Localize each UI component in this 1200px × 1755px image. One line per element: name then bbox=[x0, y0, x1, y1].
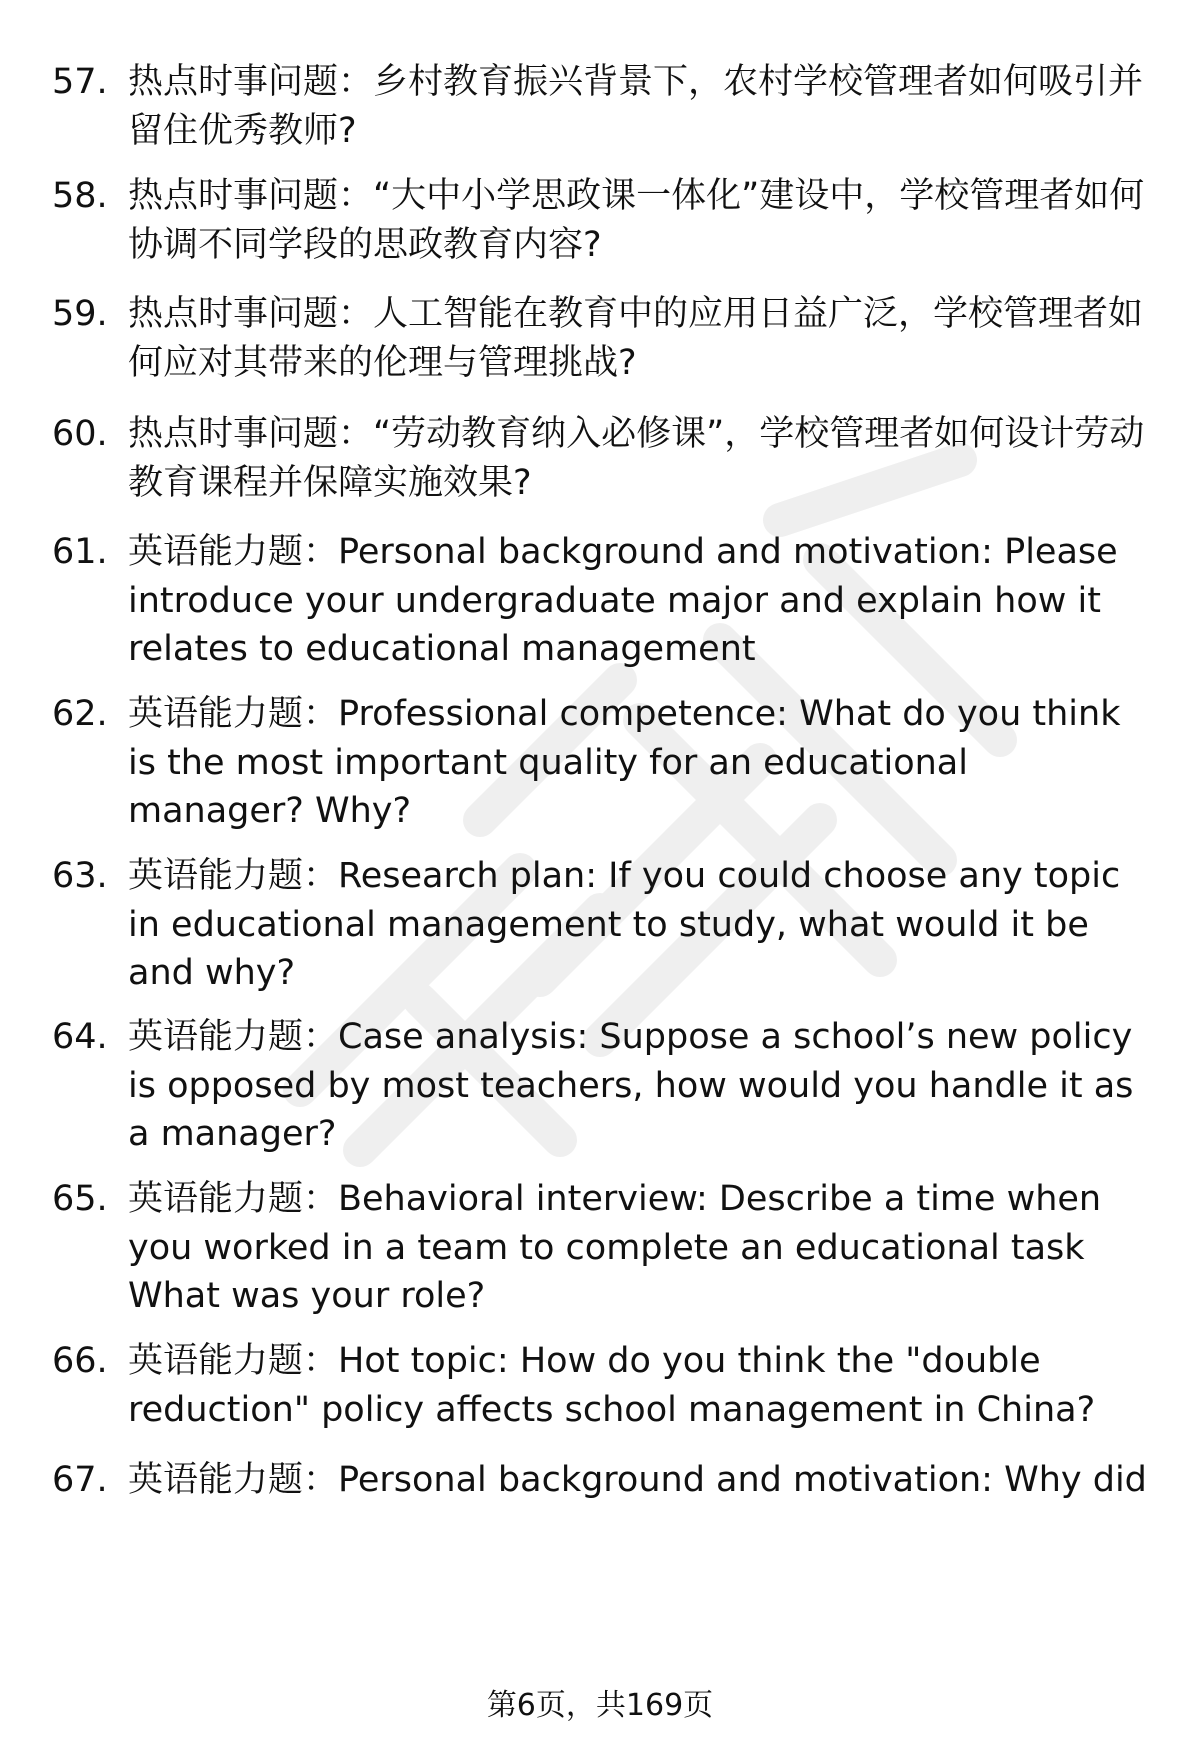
page-footer: 第6页，共169页 bbox=[486, 1688, 714, 1723]
question-text: 热点时事问题：“大中小学思政课一体化”建设中，学校管理者如何协调不同学段的思政教育内容? bbox=[128, 176, 1145, 265]
question-number: 64. bbox=[52, 1017, 108, 1057]
question-text: 英语能力题：Hot topic: How do you think the "double reduction" policy affects school management in China? bbox=[128, 1341, 1096, 1430]
question-text: 热点时事问题：人工智能在教育中的应用日益广泛，学校管理者如何应对其带来的伦理与管理挑战? bbox=[128, 294, 1144, 383]
question-number: 58. bbox=[52, 176, 108, 216]
question-number: 59. bbox=[52, 294, 108, 334]
question-number: 67. bbox=[52, 1460, 108, 1500]
question-text: 英语能力题：Personal background and motivation: Why did bbox=[128, 1460, 1147, 1500]
question-number: 57. bbox=[52, 62, 108, 102]
question-text: 英语能力题：Personal background and motivation: Please introduce your undergraduate major and explain how it relates to educational management bbox=[128, 532, 1129, 669]
question-number: 65. bbox=[52, 1179, 108, 1219]
question-number: 61. bbox=[52, 532, 108, 572]
question-text: 热点时事问题：“劳动教育纳入必修课”，学校管理者如何设计劳动教育课程并保障实施效果? bbox=[128, 414, 1145, 503]
question-number: 63. bbox=[52, 856, 108, 896]
question-text: 英语能力题：Case analysis: Suppose a school’s new policy is opposed by most teachers, how would you handle it as a manager? bbox=[128, 1017, 1145, 1154]
question-text: 英语能力题：Research plan: If you could choose any topic in educational management to study, what would it be and why? bbox=[128, 856, 1132, 993]
question-number: 60. bbox=[52, 414, 108, 454]
question-number: 66. bbox=[52, 1341, 108, 1381]
question-text: 英语能力题：Professional competence: What do you think is the most important quality for an educational manager? Why? bbox=[128, 694, 1132, 831]
question-text: 英语能力题：Behavioral interview: Describe a time when you worked in a team to complete an educational task What was your role? bbox=[128, 1179, 1113, 1316]
question-number: 62. bbox=[52, 694, 108, 734]
question-text: 热点时事问题：乡村教育振兴背景下，农村学校管理者如何吸引并留住优秀教师? bbox=[128, 62, 1144, 151]
